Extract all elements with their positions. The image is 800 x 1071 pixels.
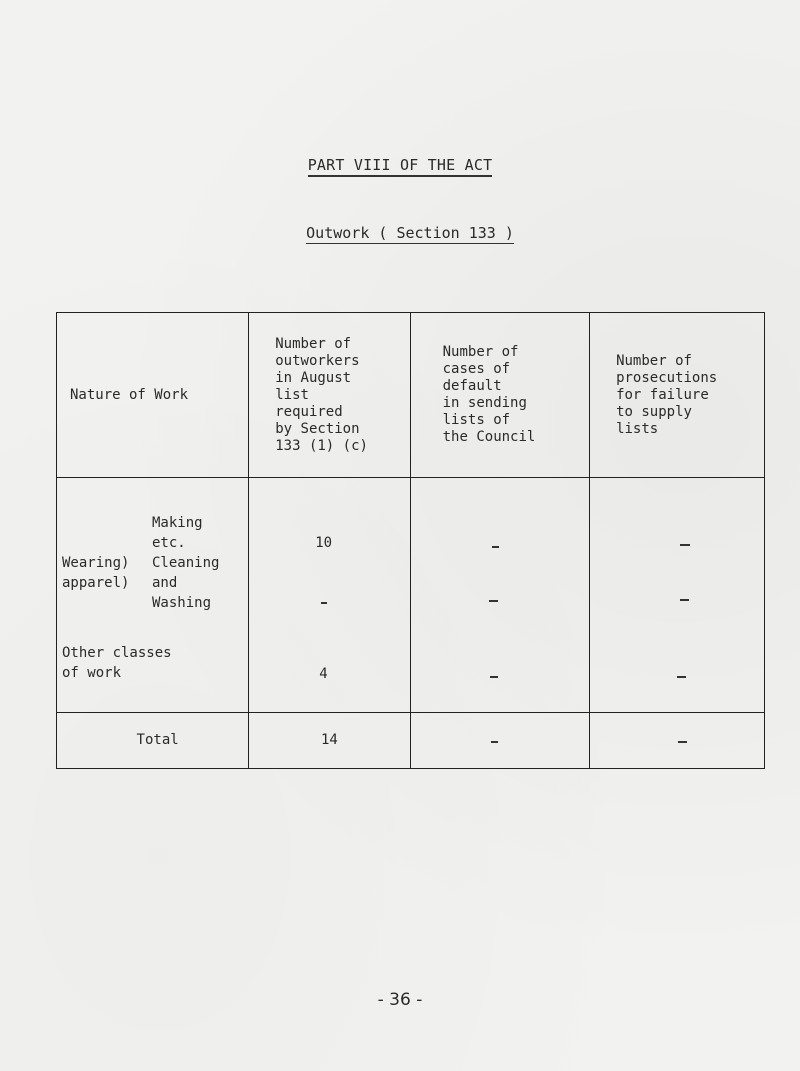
outworkers-cleaning-dash xyxy=(321,602,327,604)
defaults-other-dash xyxy=(490,676,498,678)
header-defaults-label: Number of cases of default in sending lists of the Council xyxy=(442,344,536,445)
header-prosecutions xyxy=(590,313,765,478)
defaults-cell xyxy=(410,478,589,713)
defaults-making-dash xyxy=(492,546,499,548)
nature-cell xyxy=(57,478,249,713)
total-defaults-dash xyxy=(491,741,498,743)
nature-other-classes: Other classes of work xyxy=(62,645,172,681)
total-prosecutions-cell xyxy=(590,713,765,769)
total-label-cell xyxy=(57,713,249,769)
total-label: Total xyxy=(136,732,179,748)
outwork-table xyxy=(56,312,765,769)
prosecutions-cleaning-dash xyxy=(680,599,689,601)
page-title-text: PART VIII OF THE ACT xyxy=(308,156,493,177)
page-subtitle-text: Outwork ( Section 133 ) xyxy=(306,224,514,242)
outworkers-making: 10 xyxy=(315,535,333,551)
nature-making: Making etc. xyxy=(152,515,203,551)
nature-group-wearing-apparel: Wearing) apparel) xyxy=(62,555,130,591)
nature-cleaning: Cleaning and Washing xyxy=(152,555,220,611)
page-subtitle xyxy=(0,224,800,242)
prosecutions-other-dash xyxy=(677,676,686,678)
table-total-row xyxy=(57,713,765,769)
header-nature-of-work xyxy=(57,313,249,478)
page-title xyxy=(0,156,800,174)
total-prosecutions-dash xyxy=(678,741,687,743)
prosecutions-making-dash xyxy=(680,544,690,546)
prosecutions-cell xyxy=(590,478,765,713)
header-nature-label: Nature of Work xyxy=(70,386,189,403)
header-defaults xyxy=(410,313,589,478)
defaults-cleaning-dash xyxy=(489,600,498,602)
header-outworkers-label: Number of outworkers in August list required by Section 133 (1) (c) xyxy=(275,335,368,454)
table-body-row xyxy=(57,478,765,713)
header-outworkers xyxy=(249,313,410,478)
total-defaults-cell xyxy=(410,713,589,769)
page-number: - 36 - xyxy=(377,990,423,1010)
outworkers-other: 4 xyxy=(319,666,328,682)
header-prosecutions-label: Number of prosecutions for failure to supply lists xyxy=(616,352,718,437)
table-header-row xyxy=(57,313,765,478)
outworkers-cell xyxy=(249,478,410,713)
total-outworkers: 14 xyxy=(321,732,338,748)
total-outworkers-cell xyxy=(249,713,410,769)
